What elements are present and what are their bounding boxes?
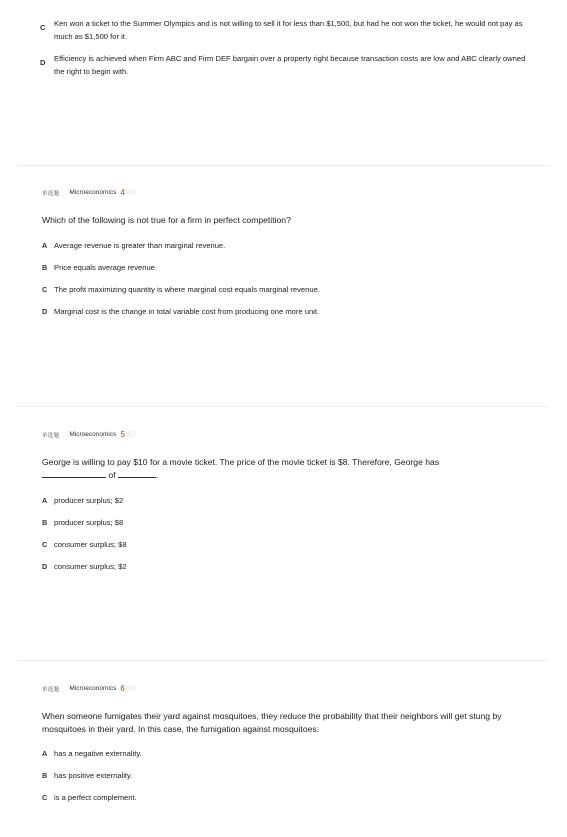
option-letter: B xyxy=(42,263,48,272)
subject-label: Microeconomics xyxy=(69,189,117,196)
option-letter: D xyxy=(42,562,48,571)
section-divider xyxy=(18,165,549,166)
question-number: 6 xyxy=(120,684,125,693)
option-d[interactable] xyxy=(40,52,527,78)
option-text: The profit maximizing quantity is where marginal cost equals marginal revenue. xyxy=(54,285,320,294)
option-d[interactable] xyxy=(42,562,537,571)
option-letter: B xyxy=(42,518,48,527)
option-text: Marginal cost is the change in total variable cost from producing one more unit. xyxy=(54,307,320,316)
option-letter: A xyxy=(42,241,48,250)
options-list xyxy=(42,241,537,316)
question-total: /40 xyxy=(124,430,136,439)
option-text: has positive externality. xyxy=(54,771,133,780)
option-b[interactable] xyxy=(42,263,537,272)
options-list xyxy=(42,749,537,802)
question-meta xyxy=(42,430,537,439)
option-letter: C xyxy=(42,540,48,549)
option-c[interactable] xyxy=(42,793,537,802)
option-letter: A xyxy=(42,496,48,505)
question-meta xyxy=(42,684,537,693)
option-a[interactable] xyxy=(42,496,537,505)
option-text: producer surplus; $8 xyxy=(54,518,124,527)
question-card xyxy=(42,684,537,815)
option-text: producer surplus; $2 xyxy=(54,496,124,505)
option-a[interactable] xyxy=(42,241,537,250)
option-letter: D xyxy=(40,58,46,67)
option-letter: C xyxy=(42,285,48,294)
option-text: is a perfect complement. xyxy=(54,793,137,802)
question-stem: Which of the following is not true for a firm in perfect competition? xyxy=(42,215,291,225)
option-letter: C xyxy=(40,23,46,32)
option-c[interactable] xyxy=(42,285,537,294)
option-text: consumer surplus; $8 xyxy=(54,540,127,549)
stem-text: George is willing to pay $10 for a movie ticket. The price of the movie ticket is $8. Therefore, George has xyxy=(42,457,440,467)
answer-blank xyxy=(118,469,159,480)
subject-label: Microeconomics xyxy=(69,685,117,692)
option-a[interactable] xyxy=(42,749,537,758)
question-total: /40 xyxy=(124,684,136,693)
options-list xyxy=(42,496,537,571)
previous-question-options xyxy=(40,17,527,87)
answer-blank xyxy=(42,469,106,478)
question-type-badge: 单选题 xyxy=(42,686,60,693)
question-total: /40 xyxy=(124,188,136,197)
option-letter: C xyxy=(42,793,48,802)
option-text: consumer surplus; $2 xyxy=(54,562,127,571)
question-type-badge: 单选题 xyxy=(42,190,60,197)
option-d[interactable] xyxy=(42,307,537,316)
question-number: 4 xyxy=(120,188,125,197)
question-stem xyxy=(42,456,537,482)
question-card xyxy=(42,430,537,584)
option-letter: B xyxy=(42,771,48,780)
option-text: Efficiency is achieved when Firm ABC and Firm DEF bargain over a property right because transaction costs are low and ABC clearly owned the right to begin with. xyxy=(54,54,526,76)
option-c[interactable] xyxy=(42,540,537,549)
option-letter: A xyxy=(42,749,48,758)
section-divider xyxy=(18,660,549,661)
question-stem: When someone fumigates their yard against mosquitoes, they reduce the probability that their neighbors will get stung by mosquitoes in their yard. In this case, the fumigation against mosquitoes: xyxy=(42,711,502,734)
section-divider xyxy=(18,406,549,407)
option-text: has a negative externality. xyxy=(54,749,142,758)
option-b[interactable] xyxy=(42,518,537,527)
option-text: Price equals average revenue. xyxy=(54,263,158,272)
question-card xyxy=(42,188,537,329)
question-type-badge: 单选题 xyxy=(42,432,60,439)
stem-text: of xyxy=(108,470,116,480)
option-b[interactable] xyxy=(42,771,537,780)
question-meta xyxy=(42,188,537,197)
option-letter: D xyxy=(42,307,48,316)
option-text: Ken won a ticket to the Summer Olympics and is not willing to sell it for less than $1,500, but had he not won the ticket, he would not pay as much as $1,500 for it. xyxy=(54,19,523,41)
option-text: Average revenue is greater than marginal revenue. xyxy=(54,241,226,250)
subject-label: Microeconomics xyxy=(69,431,117,438)
stem-text: . xyxy=(155,470,159,480)
question-number: 5 xyxy=(120,430,125,439)
option-c[interactable] xyxy=(40,17,527,43)
